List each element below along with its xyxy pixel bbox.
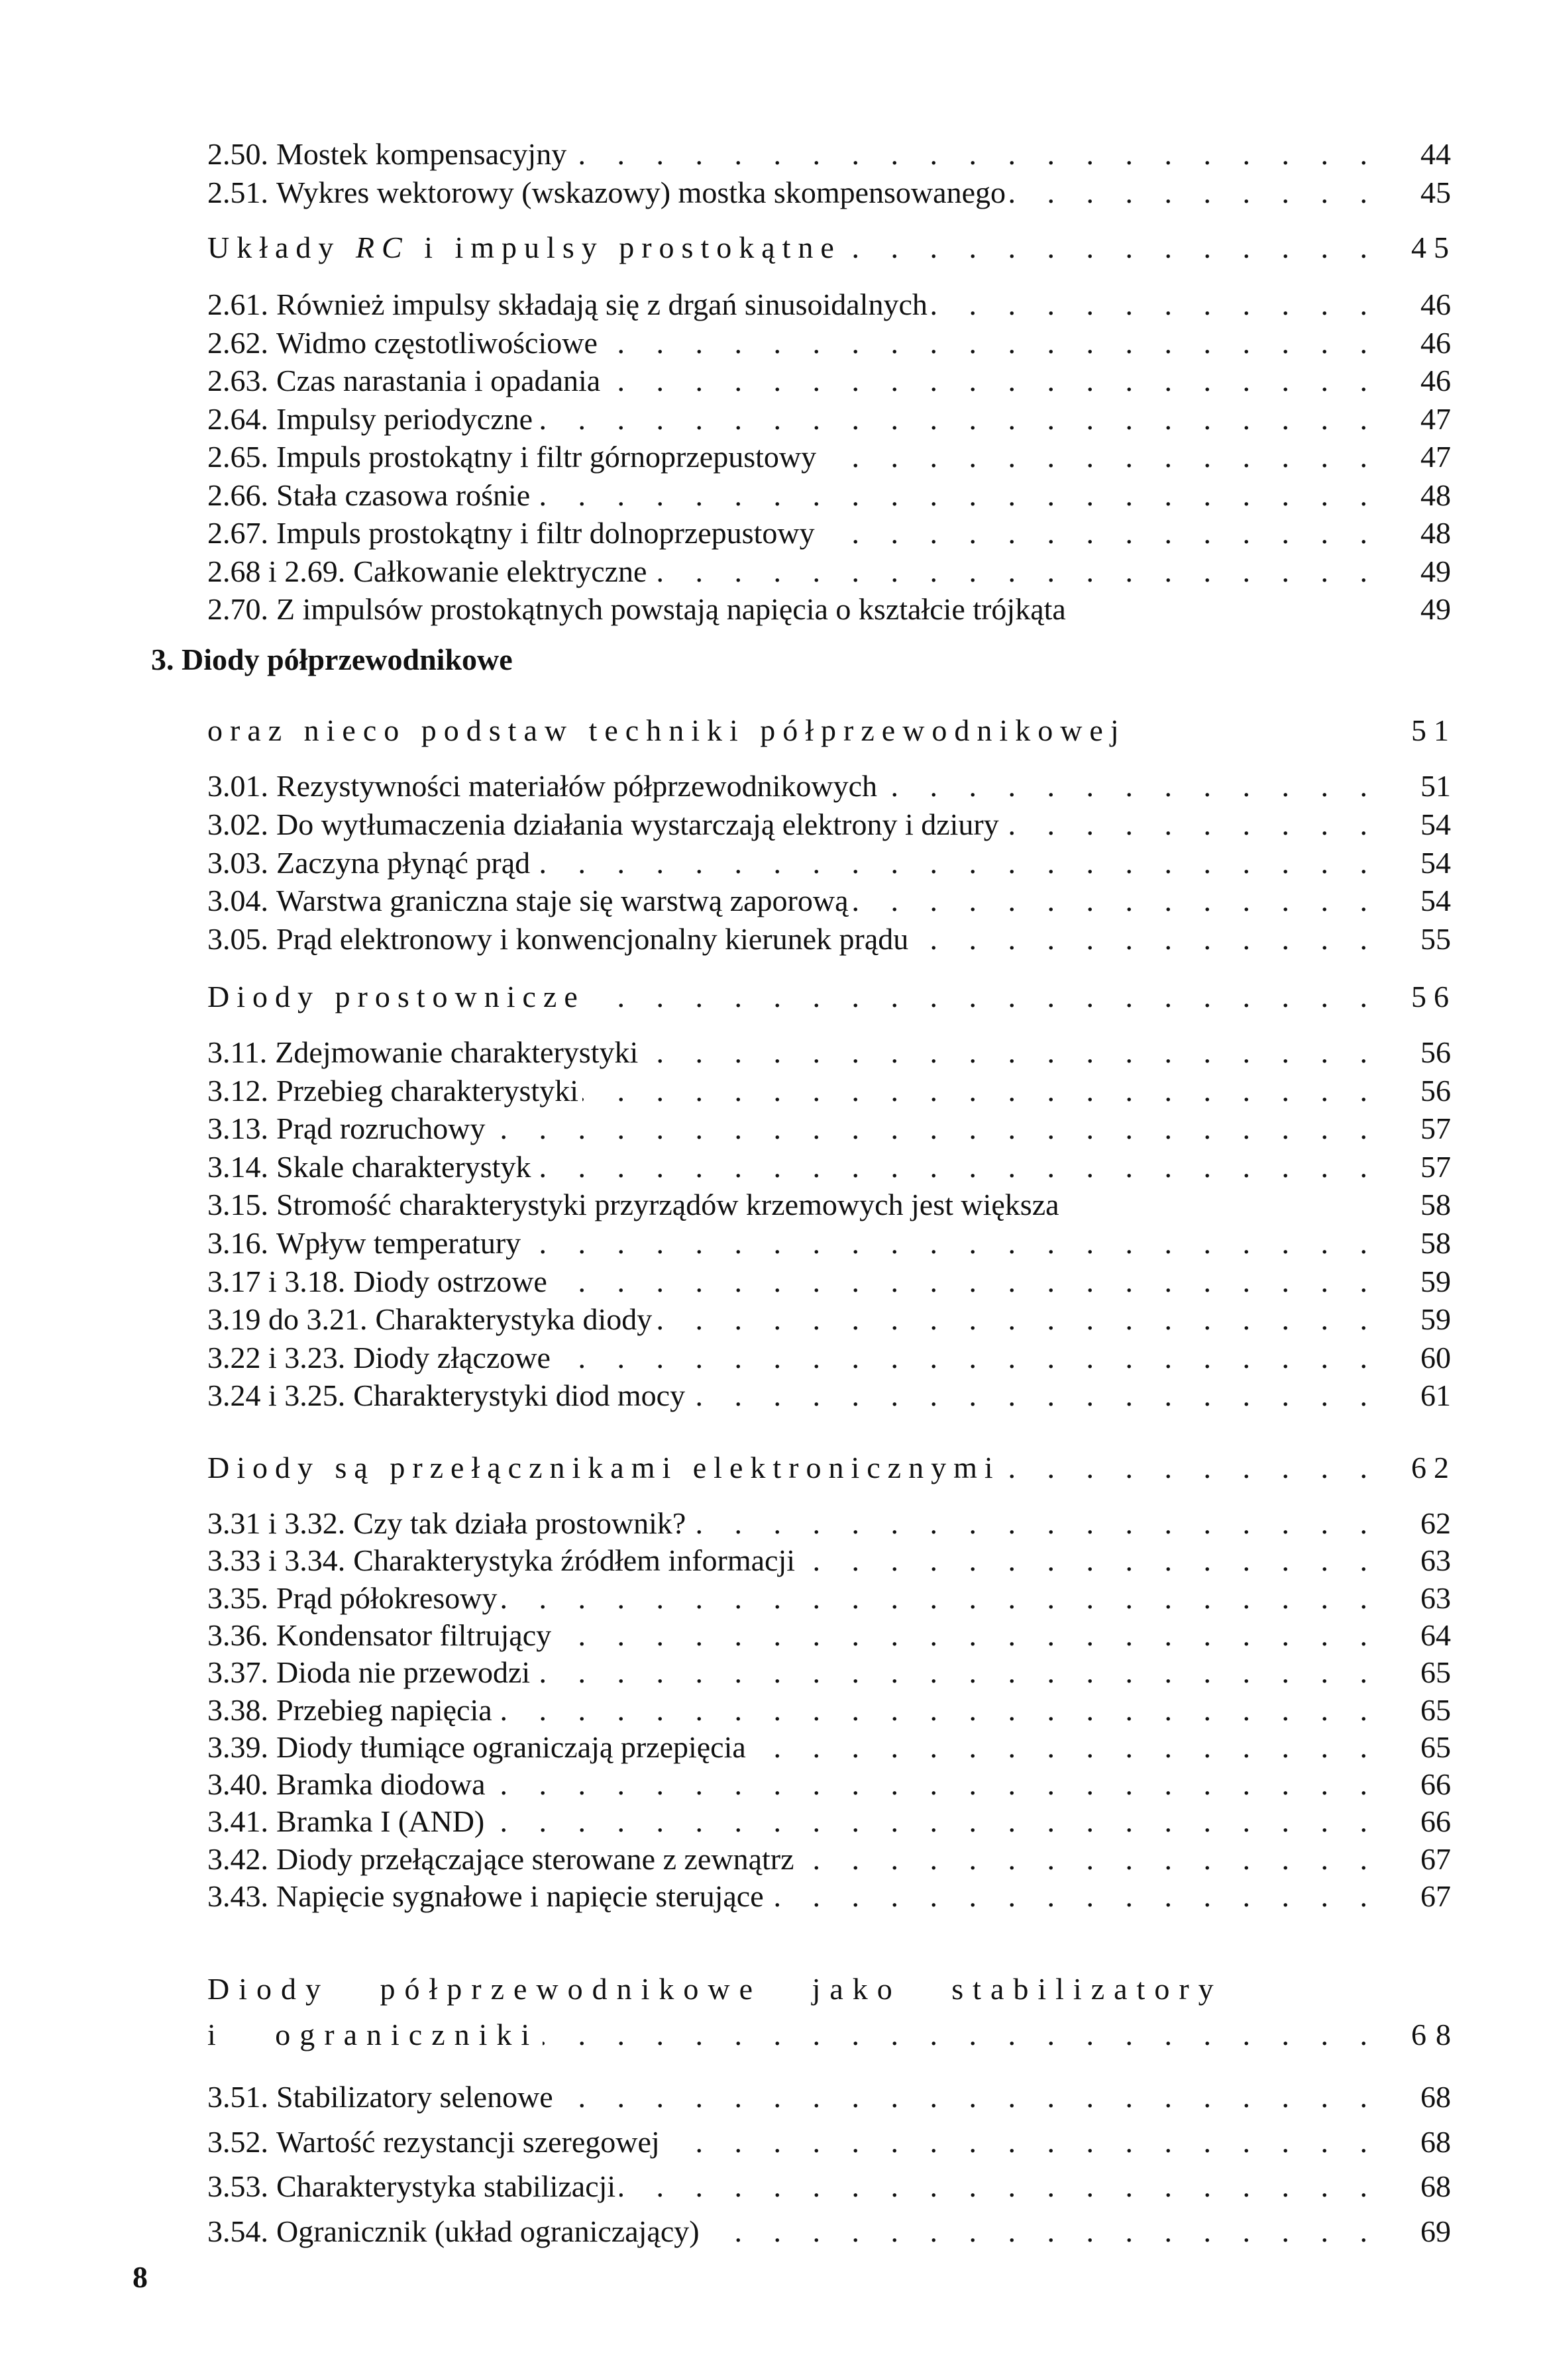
page-number: 68 — [1411, 2018, 1460, 2051]
entry-number: 3.35. — [207, 1580, 268, 1615]
entry-number: 3.54. — [207, 2214, 268, 2249]
entry-title: Stabilizatory selenowe — [276, 2080, 553, 2114]
entry-number: 3.52. — [207, 2124, 268, 2159]
toc-entry[interactable] — [207, 1616, 1451, 1655]
entry-title: Stała czasowa rośnie — [276, 478, 531, 512]
entry-number: 3.31 i 3.32. — [207, 1506, 346, 1540]
entry-title: Wpływ temperatury — [276, 1226, 521, 1260]
toc-entry[interactable] — [207, 1338, 1451, 1378]
entry-title: Z impulsów prostokątnych powstają napięcia o kształcie trójkąta — [276, 592, 1066, 626]
page-number: 63 — [1420, 1543, 1451, 1578]
entry-title: Diody przełączające sterowane z zewnątrz — [276, 1841, 794, 1876]
page-number: 67 — [1420, 1841, 1451, 1876]
toc-entry[interactable] — [207, 1578, 1451, 1618]
dot-leader — [820, 437, 1367, 477]
section-title: Układy RC i impulsy prostokątne — [207, 231, 841, 264]
entry-number: 3.03. — [207, 845, 268, 880]
dot-leader — [656, 1300, 1367, 1339]
section-heading-rectifier[interactable] — [207, 977, 1456, 1017]
toc-entry[interactable] — [207, 1033, 1451, 1072]
entry-number: 2.62. — [207, 325, 268, 360]
entry-title: Charakterystyka diody — [375, 1302, 653, 1337]
entry-title: Bramka I (AND) — [276, 1804, 485, 1839]
page-number: 54 — [1420, 884, 1451, 918]
toc-entry[interactable] — [207, 1300, 1451, 1339]
entry-title: Diody tłumiące ograniczają przepięcia — [276, 1730, 746, 1764]
dot-leader — [551, 1262, 1367, 1302]
entry-number: 3.53. — [207, 2169, 268, 2204]
entry-number: 3.39. — [207, 1730, 268, 1764]
toc-entry[interactable] — [207, 2167, 1451, 2206]
entry-title: Bramka diodowa — [276, 1767, 486, 1802]
page-number: 62 — [1411, 1451, 1456, 1484]
toc-entry[interactable] — [207, 1262, 1451, 1302]
entry-number: 3.05. — [207, 922, 268, 957]
entry-number: 3.37. — [207, 1655, 268, 1690]
page-number: 54 — [1420, 807, 1451, 841]
page-number: 68 — [1420, 2080, 1451, 2114]
entry-number: 3.24 i 3.25. — [207, 1378, 346, 1413]
entry-number: 3.33 i 3.34. — [207, 1543, 346, 1578]
page-number: 46 — [1420, 325, 1451, 360]
page-number: 65 — [1420, 1655, 1451, 1690]
dot-leader — [1003, 805, 1367, 845]
entry-number: 2.51. — [207, 175, 268, 209]
toc-entry[interactable] — [207, 1376, 1451, 1416]
entry-title: Do wytłumaczenia działania wystarczają elektrony i dziury — [276, 807, 999, 841]
entry-title: Charakterystyka źródłem informacji — [353, 1543, 796, 1578]
entry-number: 3.36. — [207, 1618, 268, 1652]
dot-leader — [490, 1765, 1367, 1804]
page-number: 67 — [1420, 1879, 1451, 1913]
entry-number: 3.17 i 3.18. — [207, 1264, 346, 1298]
page-number: 49 — [1420, 592, 1451, 626]
toc-entry[interactable] — [207, 513, 1451, 553]
toc-entry[interactable] — [207, 134, 1451, 174]
toc-entry[interactable] — [207, 1802, 1451, 1841]
page-number: 46 — [1420, 364, 1451, 397]
toc-entry[interactable] — [207, 1765, 1451, 1804]
toc-entry[interactable] — [207, 1839, 1451, 1879]
page-number: 68 — [1420, 2169, 1451, 2204]
page-number: 48 — [1420, 478, 1451, 512]
page-number: 51 — [1411, 713, 1456, 747]
page-folio-number: 8 — [133, 2260, 148, 2294]
dot-leader — [555, 1338, 1367, 1378]
entry-title: Napięcie sygnałowe i napięcie sterujące — [276, 1879, 764, 1913]
dot-leader — [651, 552, 1367, 592]
entry-title: Przebieg napięcia — [276, 1692, 492, 1727]
entry-number: 3.22 i 3.23. — [207, 1340, 346, 1374]
toc-entry[interactable] — [207, 1541, 1451, 1580]
section-title: Diody są przełącznikami elektronicznymi — [207, 1451, 1000, 1484]
dot-leader — [798, 1839, 1367, 1879]
entry-title: Diody ostrzowe — [353, 1264, 547, 1298]
page-number: 62 — [1420, 1506, 1451, 1540]
toc-entry[interactable] — [207, 2122, 1451, 2162]
entry-number: 2.64. — [207, 401, 268, 436]
dot-leader — [535, 1147, 1367, 1187]
toc-entry[interactable] — [207, 285, 1451, 325]
entry-title: Impuls prostokątny i filtr górnoprzepustowy — [276, 440, 817, 474]
entry-number: 3.13. — [207, 1112, 268, 1146]
page-number: 69 — [1420, 2214, 1451, 2249]
dot-leader — [853, 881, 1367, 921]
page-number: 65 — [1420, 1692, 1451, 1727]
entry-title: Charakterystyki diod mocy — [353, 1378, 686, 1413]
dot-leader — [1010, 173, 1367, 213]
entry-number: 3.38. — [207, 1692, 268, 1727]
dot-leader — [488, 1802, 1367, 1841]
entry-number: 3.40. — [207, 1767, 268, 1802]
dot-leader — [537, 399, 1367, 439]
toc-entry[interactable] — [207, 766, 1451, 806]
dot-leader — [496, 1690, 1367, 1730]
entry-number: 3.15. — [207, 1188, 268, 1222]
dot-leader — [689, 1376, 1367, 1416]
entry-number: 3.14. — [207, 1149, 268, 1184]
page-number: 56 — [1420, 1073, 1451, 1108]
dot-leader — [619, 2167, 1367, 2206]
entry-title: Stromość charakterystyki przyrządów krzemowych jest większa — [276, 1188, 1059, 1222]
entry-number: 3.42. — [207, 1841, 268, 1876]
entry-number: 3.16. — [207, 1226, 268, 1260]
entry-title: Czas narastania i opadania — [276, 364, 601, 397]
dot-leader — [690, 1504, 1367, 1543]
entry-title: Wykres wektorowy (wskazowy) mostka skompensowanego — [276, 175, 1006, 209]
chapter-heading: 3. Diody półprzewodnikowe — [151, 643, 513, 676]
page-number: 56 — [1411, 980, 1456, 1013]
dot-leader — [490, 1109, 1367, 1149]
page-number: 59 — [1420, 1302, 1451, 1337]
dot-leader — [768, 1877, 1367, 1916]
page-number: 65 — [1420, 1730, 1451, 1764]
entry-title: Impuls prostokątny i filtr dolnoprzepustowy — [276, 516, 815, 550]
section-title: Diody prostownicze — [207, 980, 585, 1013]
dot-leader — [881, 766, 1367, 806]
dot-leader — [525, 1223, 1367, 1263]
entry-title: Prąd rozruchowy — [276, 1112, 486, 1146]
entry-title: Również impulsy składają się z drgań sinusoidalnych — [276, 287, 928, 321]
entry-number: 2.50. — [207, 137, 268, 171]
dot-leader — [602, 323, 1367, 363]
dot-leader — [845, 228, 1367, 268]
section-title: i ograniczniki — [207, 2018, 539, 2051]
page-number: 58 — [1420, 1188, 1451, 1222]
section-heading-intro[interactable] — [207, 711, 1456, 750]
dot-leader — [534, 1653, 1367, 1692]
toc-entry[interactable] — [207, 323, 1451, 363]
dot-leader — [664, 2122, 1367, 2162]
dot-leader — [799, 1541, 1367, 1580]
page-number: 63 — [1420, 1580, 1451, 1615]
entry-title: Wartość rezystancji szeregowej — [276, 2124, 660, 2159]
toc-entry[interactable] — [207, 1877, 1451, 1916]
dot-leader — [582, 1071, 1367, 1111]
entry-title: Ogranicznik (układ ograniczający) — [276, 2214, 700, 2249]
entry-title: Rezystywności materiałów półprzewodnikowych — [276, 769, 877, 803]
page-number: 64 — [1420, 1618, 1451, 1652]
entry-number: 2.66. — [207, 478, 268, 512]
entry-number: 2.63. — [207, 364, 268, 397]
entry-number: 2.67. — [207, 516, 268, 550]
page-number: 58 — [1420, 1226, 1451, 1260]
toc-entry[interactable] — [207, 173, 1451, 213]
page-number: 47 — [1420, 401, 1451, 436]
entry-title: Skale charakterystyk — [276, 1149, 531, 1184]
entry-number: 2.68 i 2.69. — [207, 554, 346, 588]
entry-title: Czy tak działa prostownik? — [353, 1506, 686, 1540]
dot-leader — [570, 134, 1367, 174]
entry-number: 3.01. — [207, 769, 268, 803]
section-heading-rc[interactable] — [207, 228, 1456, 268]
section-heading-stabilizers-line2[interactable] — [207, 2015, 1460, 2055]
dot-leader — [534, 843, 1367, 883]
section-title: Diody półprzewodnikowe jako stabilizatory — [207, 1972, 1223, 2006]
dot-leader — [931, 285, 1367, 325]
toc-entry[interactable] — [207, 590, 1451, 629]
toc-entry[interactable] — [207, 1690, 1451, 1730]
entry-title: Dioda nie przewodzi — [276, 1655, 531, 1690]
entry-number: 3.19 do 3.21. — [207, 1302, 368, 1337]
dot-leader — [534, 476, 1367, 515]
page-number: 56 — [1420, 1035, 1451, 1069]
entry-title: Prąd półokresowy — [276, 1580, 498, 1615]
entry-number: 2.65. — [207, 440, 268, 474]
toc-entry[interactable] — [207, 399, 1451, 439]
entry-title: Przebieg charakterystyki — [276, 1073, 578, 1108]
page-number: 54 — [1420, 845, 1451, 880]
section-heading-switches[interactable] — [207, 1448, 1456, 1488]
page-number: 46 — [1420, 287, 1451, 321]
dot-leader — [704, 2212, 1367, 2251]
entry-title: Całkowanie elektryczne — [353, 554, 647, 588]
toc-entry[interactable] — [207, 1223, 1451, 1263]
toc-entry[interactable] — [207, 476, 1451, 515]
page-number: 45 — [1420, 175, 1451, 209]
entry-number: 3.43. — [207, 1879, 268, 1913]
entry-title: Kondensator filtrujący — [276, 1618, 552, 1652]
dot-leader — [501, 1578, 1367, 1618]
toc-entry[interactable] — [207, 1728, 1451, 1767]
entry-number: 3.11. — [207, 1035, 268, 1069]
dot-leader — [912, 919, 1367, 959]
toc-entry[interactable] — [207, 1071, 1451, 1111]
toc-entry[interactable] — [207, 2077, 1451, 2117]
dot-leader — [750, 1728, 1367, 1767]
dot-leader — [819, 513, 1367, 553]
page-number: 55 — [1420, 922, 1451, 957]
entry-number: 3.02. — [207, 807, 268, 841]
page-number: 47 — [1420, 440, 1451, 474]
entry-title: Impulsy periodyczne — [276, 401, 533, 436]
entry-title: Prąd elektronowy i konwencjonalny kierunek prądu — [276, 922, 909, 957]
toc-entry[interactable] — [207, 843, 1451, 883]
page-number: 60 — [1420, 1340, 1451, 1374]
page-number: 57 — [1420, 1112, 1451, 1146]
dot-leader — [604, 361, 1367, 401]
dot-leader — [642, 1033, 1367, 1072]
entry-number: 2.70. — [207, 592, 268, 626]
toc-entry[interactable] — [207, 805, 1451, 845]
dot-leader — [589, 977, 1367, 1017]
toc-entry[interactable] — [207, 1147, 1451, 1187]
page-number: 51 — [1420, 769, 1451, 803]
entry-title: Mostek kompensacyjny — [276, 137, 567, 171]
entry-title: Zdejmowanie charakterystyki — [275, 1035, 639, 1069]
entry-number: 2.61. — [207, 287, 268, 321]
page-number: 48 — [1420, 516, 1451, 550]
entry-title: Widmo częstotliwościowe — [276, 325, 598, 360]
toc-entry[interactable] — [207, 919, 1451, 959]
entry-title: Diody złączowe — [353, 1340, 551, 1374]
section-title: oraz nieco podstaw techniki półprzewodnikowej — [207, 713, 1126, 747]
page-number: 66 — [1420, 1767, 1451, 1802]
page-number: 45 — [1411, 231, 1456, 264]
page-number: 49 — [1420, 554, 1451, 588]
dot-leader — [557, 2077, 1367, 2117]
entry-number: 3.12. — [207, 1073, 268, 1108]
page-number: 68 — [1420, 2124, 1451, 2159]
toc-entry[interactable] — [207, 437, 1451, 477]
toc-entry[interactable] — [207, 1653, 1451, 1692]
entry-title: Warstwa graniczna staje się warstwą zaporową — [276, 884, 849, 918]
entry-number: 3.51. — [207, 2080, 268, 2114]
entry-number: 3.41. — [207, 1804, 268, 1839]
toc-entry[interactable] — [207, 2212, 1451, 2251]
toc-entry[interactable] — [207, 361, 1451, 401]
toc-entry[interactable] — [207, 1109, 1451, 1149]
page-number: 66 — [1420, 1804, 1451, 1839]
entry-title: Zaczyna płynąć prąd — [276, 845, 531, 880]
entry-number: 3.04. — [207, 884, 268, 918]
section-heading-stabilizers-line1[interactable] — [207, 1969, 1451, 2009]
toc-entry[interactable] — [207, 881, 1451, 921]
dot-leader — [543, 2015, 1367, 2055]
toc-entry[interactable] — [207, 552, 1451, 592]
page-number: 44 — [1420, 137, 1451, 171]
entry-title: Charakterystyka stabilizacji — [276, 2169, 616, 2204]
dot-leader — [1004, 1448, 1367, 1488]
toc-entry[interactable] — [207, 1504, 1451, 1543]
page-number: 57 — [1420, 1149, 1451, 1184]
dot-leader — [555, 1616, 1367, 1655]
page-number: 59 — [1420, 1264, 1451, 1298]
toc-entry[interactable] — [207, 1185, 1451, 1225]
page-number: 61 — [1420, 1378, 1451, 1413]
